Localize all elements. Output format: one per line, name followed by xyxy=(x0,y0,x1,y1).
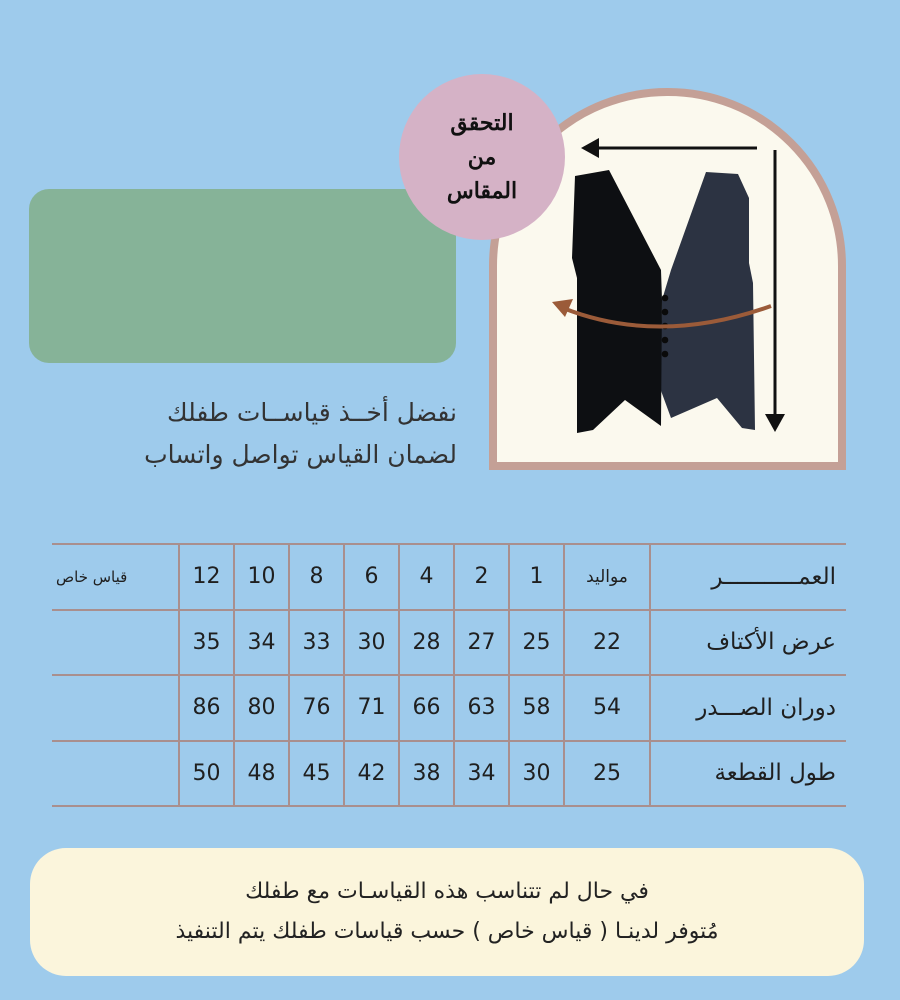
value-cell: 25 xyxy=(564,741,650,807)
value-cell: 38 xyxy=(399,741,454,807)
left-arrow-icon xyxy=(581,138,757,158)
table-row xyxy=(52,675,846,741)
value-cell xyxy=(52,610,179,676)
row-label: عرض الأكتاف xyxy=(650,610,846,676)
age-cell: مواليد xyxy=(564,544,650,610)
row-label: طول القطعة xyxy=(650,741,846,807)
value-cell xyxy=(52,741,179,807)
value-cell: 25 xyxy=(509,610,564,676)
vest-right-panel xyxy=(660,172,755,430)
table-row xyxy=(52,610,846,676)
value-cell: 80 xyxy=(234,675,289,741)
age-cell: 1 xyxy=(509,544,564,610)
badge-line: التحقق xyxy=(450,110,514,136)
row-label: دوران الصـــدر xyxy=(650,675,846,741)
value-cell: 27 xyxy=(454,610,509,676)
age-cell: 8 xyxy=(289,544,344,610)
value-cell: 63 xyxy=(454,675,509,741)
vest-left-panel xyxy=(572,170,662,433)
note-line: مُتوفر لدينـا ( قياس خاص ) حسب قياسات طفلك يتم التنفيذ xyxy=(175,919,719,944)
age-cell: 2 xyxy=(454,544,509,610)
value-cell xyxy=(52,675,179,741)
badge-line: المقاس xyxy=(446,178,518,204)
advice-line: نفضل أخــذ قياســات طفلك xyxy=(167,398,457,427)
green-panel xyxy=(29,189,456,363)
special-size-cell: قياس خاص xyxy=(52,544,179,610)
value-cell: 42 xyxy=(344,741,399,807)
check-size-badge xyxy=(399,74,565,240)
value-cell: 86 xyxy=(179,675,234,741)
advice-line: لضمان القياس تواصل واتساب xyxy=(144,440,457,469)
age-cell: 4 xyxy=(399,544,454,610)
value-cell: 54 xyxy=(564,675,650,741)
value-cell: 58 xyxy=(509,675,564,741)
value-cell: 34 xyxy=(234,610,289,676)
down-arrow-icon xyxy=(765,150,785,432)
note-line: في حال لم تتناسب هذه القياسـات مع طفلك xyxy=(245,879,649,904)
value-cell: 50 xyxy=(179,741,234,807)
measure-advice xyxy=(40,392,457,476)
custom-size-note xyxy=(30,848,864,976)
value-cell: 22 xyxy=(564,610,650,676)
age-cell: 10 xyxy=(234,544,289,610)
value-cell: 45 xyxy=(289,741,344,807)
value-cell: 35 xyxy=(179,610,234,676)
size-table xyxy=(52,543,846,807)
row-label: العمـــــــــــر xyxy=(650,544,846,610)
value-cell: 33 xyxy=(289,610,344,676)
age-cell: 6 xyxy=(344,544,399,610)
table-header-row xyxy=(52,544,846,610)
value-cell: 30 xyxy=(344,610,399,676)
value-cell: 76 xyxy=(289,675,344,741)
value-cell: 28 xyxy=(399,610,454,676)
value-cell: 66 xyxy=(399,675,454,741)
value-cell: 48 xyxy=(234,741,289,807)
value-cell: 30 xyxy=(509,741,564,807)
value-cell: 71 xyxy=(344,675,399,741)
age-cell: 12 xyxy=(179,544,234,610)
table-row xyxy=(52,741,846,807)
badge-line: من xyxy=(467,144,497,170)
value-cell: 34 xyxy=(454,741,509,807)
